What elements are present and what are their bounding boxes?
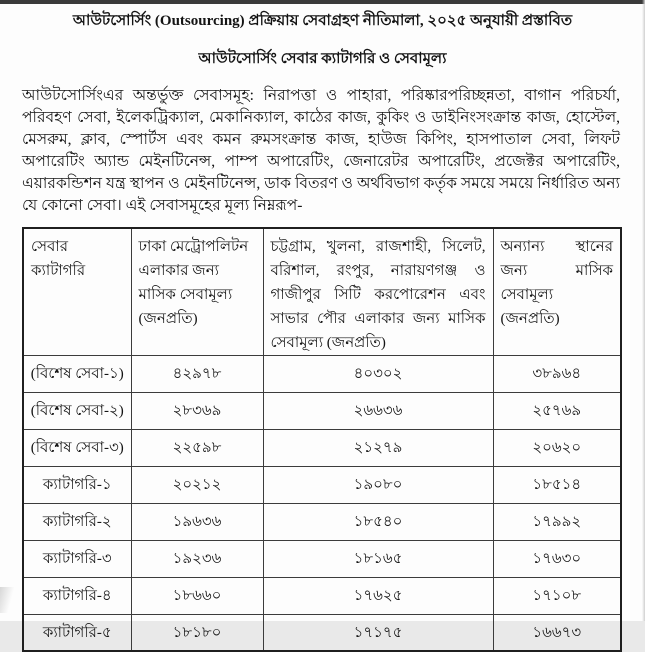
category-cell: (বিশেষ সেবা-৩): [23, 429, 131, 466]
header-cell-other-locations: অন্যান্য স্থানের জন্য মাসিক সেবামূল্য (জনপ্রতি): [493, 228, 621, 356]
scan-smudge: [0, 587, 14, 613]
other-fee-cell: ২৫৭৬৯: [493, 392, 621, 429]
table-row: [23, 503, 621, 540]
other-fee-cell: ১৭৬৩০: [493, 540, 621, 577]
category-cell: ক্যাটাগরি-৫: [23, 614, 131, 651]
city-corp-fee-cell: ২১২৭৯: [263, 429, 493, 466]
city-corp-fee-cell: ১৭৬২৫: [263, 577, 493, 614]
category-cell: ক্যাটাগরি-২: [23, 503, 131, 540]
other-fee-cell: ১৬৬৭৩: [493, 614, 621, 651]
intro-paragraph: আউটসোর্সিংএর অন্তর্ভুক্ত সেবাসমূহ: নিরাপত্তা ও পাহারা, পরিষ্কারপরিচ্ছন্নতা, বাগান পরিচর্যা, পরিবহণ সেবা, ইলেকট্রিক্যাল, মেকানিক্যাল, কাঠের কাজ, কুকিং ও ডাইনিংসংক্রান্ত কাজ, হোস্টেল, মেসরুম, ক্লাব, স্পোর্টস এবং কমন রুমসংক্রান্ত কাজ, হাউজ কিপিং, হাসপাতাল সেবা, লিফট অপারেটিং অ্যান্ড মেইনটিনেন্স, পাম্প অপারেটিং, জেনারেটর অপারেটিং, প্রজেক্টর অপারেটিং, এয়ারকন্ডিশন যন্ত্র স্থাপন ও মেইনটিনেন্স, ডাক বিতরণ ও অর্থবিভাগ কর্তৃক সময়ে সময়ে নির্ধারিত অন্য যে কোনো সেবা। এই সেবাসমূহের মূল্য নিম্নরূপ-: [22, 85, 620, 217]
category-cell: ক্যাটাগরি-১: [23, 466, 131, 503]
dhaka-fee-cell: ৪২৯৭৮: [131, 355, 263, 392]
city-corp-fee-cell: ১৮৫৪০: [263, 503, 493, 540]
table-row: [23, 466, 621, 503]
header-cell-city-corporation: চট্টগ্রাম, খুলনা, রাজশাহী, সিলেট, বরিশাল, রংপুর, নারায়ণগঞ্জ ও গাজীপুর সিটি করপোরেশন এবং সাভার পৌর এলাকার জন্য মাসিক সেবামূল্য (জনপ্রতি): [263, 228, 493, 356]
dhaka-fee-cell: ১৯৬৩৬: [131, 503, 263, 540]
scan-edge-top: [0, 0, 645, 4]
dhaka-fee-cell: ২০২১২: [131, 466, 263, 503]
dhaka-fee-cell: ১৮১৮০: [131, 614, 263, 651]
header-cell-category: সেবার ক্যাটাগরি: [23, 228, 131, 356]
city-corp-fee-cell: ৪০৩০২: [263, 355, 493, 392]
dhaka-fee-cell: ২৮৩৬৯: [131, 392, 263, 429]
category-cell: (বিশেষ সেবা-১): [23, 355, 131, 392]
table-row: [23, 429, 621, 466]
category-cell: ক্যাটাগরি-৩: [23, 540, 131, 577]
other-fee-cell: ৩৮৯৬৪: [493, 355, 621, 392]
category-cell: ক্যাটাগরি-৪: [23, 577, 131, 614]
table-header-row: [23, 228, 621, 356]
city-corp-fee-cell: ১৯০৮০: [263, 466, 493, 503]
fee-table: [22, 227, 622, 652]
header-cell-dhaka-metro: ঢাকা মেট্রোপলিটন এলাকার জন্য মাসিক সেবামূল্য (জনপ্রতি): [131, 228, 263, 356]
city-corp-fee-cell: ১৮১৬৫: [263, 540, 493, 577]
table-row: [23, 392, 621, 429]
page-title: আউটসোর্সিং (Outsourcing) প্রক্রিয়ায় সেবাগ্রহণ নীতিমালা, ২০২৫ অনুযায়ী প্রস্তাবিত: [30, 0, 615, 32]
page-subtitle: আউটসোর্সিং সেবার ক্যাটাগরি ও সেবামূল্য: [30, 32, 615, 72]
table-row: [23, 577, 621, 614]
city-corp-fee-cell: ১৭১৭৫: [263, 614, 493, 651]
table-row: [23, 614, 621, 651]
dhaka-fee-cell: ১৮৬৬০: [131, 577, 263, 614]
table-row: [23, 355, 621, 392]
other-fee-cell: ১৭১০৮: [493, 577, 621, 614]
category-cell: (বিশেষ সেবা-২): [23, 392, 131, 429]
dhaka-fee-cell: ২২৫৯৮: [131, 429, 263, 466]
table-row: [23, 540, 621, 577]
other-fee-cell: ১৮৫১৪: [493, 466, 621, 503]
other-fee-cell: ২০৬২০: [493, 429, 621, 466]
city-corp-fee-cell: ২৬৬৩৬: [263, 392, 493, 429]
dhaka-fee-cell: ১৯২৩৬: [131, 540, 263, 577]
other-fee-cell: ১৭৯৯২: [493, 503, 621, 540]
